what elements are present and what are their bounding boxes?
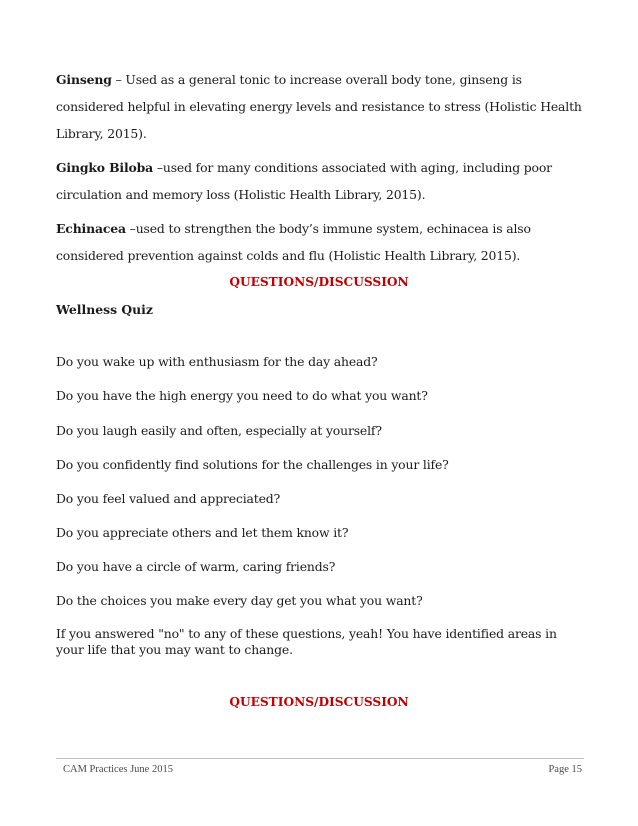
- herb-ginseng: [56, 66, 591, 147]
- herb-name: Gingko Biloba: [56, 160, 154, 175]
- quiz-question: Do you laugh easily and often, especially at yourself?: [56, 423, 382, 438]
- quiz-question: Do you appreciate others and let them know it?: [56, 525, 349, 540]
- footer-divider: [56, 758, 584, 759]
- herb-name: Ginseng: [56, 72, 112, 87]
- page-number: Page 15: [548, 764, 582, 775]
- quiz-question: Do you confidently find solutions for the challenges in your life?: [56, 457, 449, 472]
- herb-description: – Used as a general tonic to increase overall body tone, ginseng is considered helpful in elevating energy levels and resistance to stress (Holistic Health Library, 2015).: [56, 72, 582, 141]
- section-heading: QUESTIONS/DISCUSSION: [229, 695, 409, 709]
- footer-title: CAM Practices June 2015: [63, 764, 173, 775]
- quiz-title: Wellness Quiz: [56, 302, 153, 317]
- quiz-question: Do the choices you make every day get you what you want?: [56, 593, 423, 608]
- quiz-question: Do you have a circle of warm, caring friends?: [56, 559, 336, 574]
- section-heading: QUESTIONS/DISCUSSION: [229, 275, 409, 289]
- quiz-question: Do you wake up with enthusiasm for the day ahead?: [56, 354, 378, 369]
- quiz-question: Do you have the high energy you need to do what you want?: [56, 388, 428, 403]
- quiz-question: Do you feel valued and appreciated?: [56, 491, 281, 506]
- quiz-conclusion: If you answered "no" to any of these questions, yeah! You have identified areas in your life that you may want to change.: [56, 626, 557, 657]
- herb-name: Echinacea: [56, 221, 126, 236]
- herb-description: –used to strengthen the body’s immune system, echinacea is also considered prevention against colds and flu (Holistic Health Library, 2015).: [56, 221, 531, 263]
- herb-echinacea: [56, 215, 591, 269]
- herb-gingko-biloba: [56, 154, 591, 208]
- herb-description: –used for many conditions associated with aging, including poor circulation and memory loss (Holistic Health Library, 2015).: [56, 160, 552, 202]
